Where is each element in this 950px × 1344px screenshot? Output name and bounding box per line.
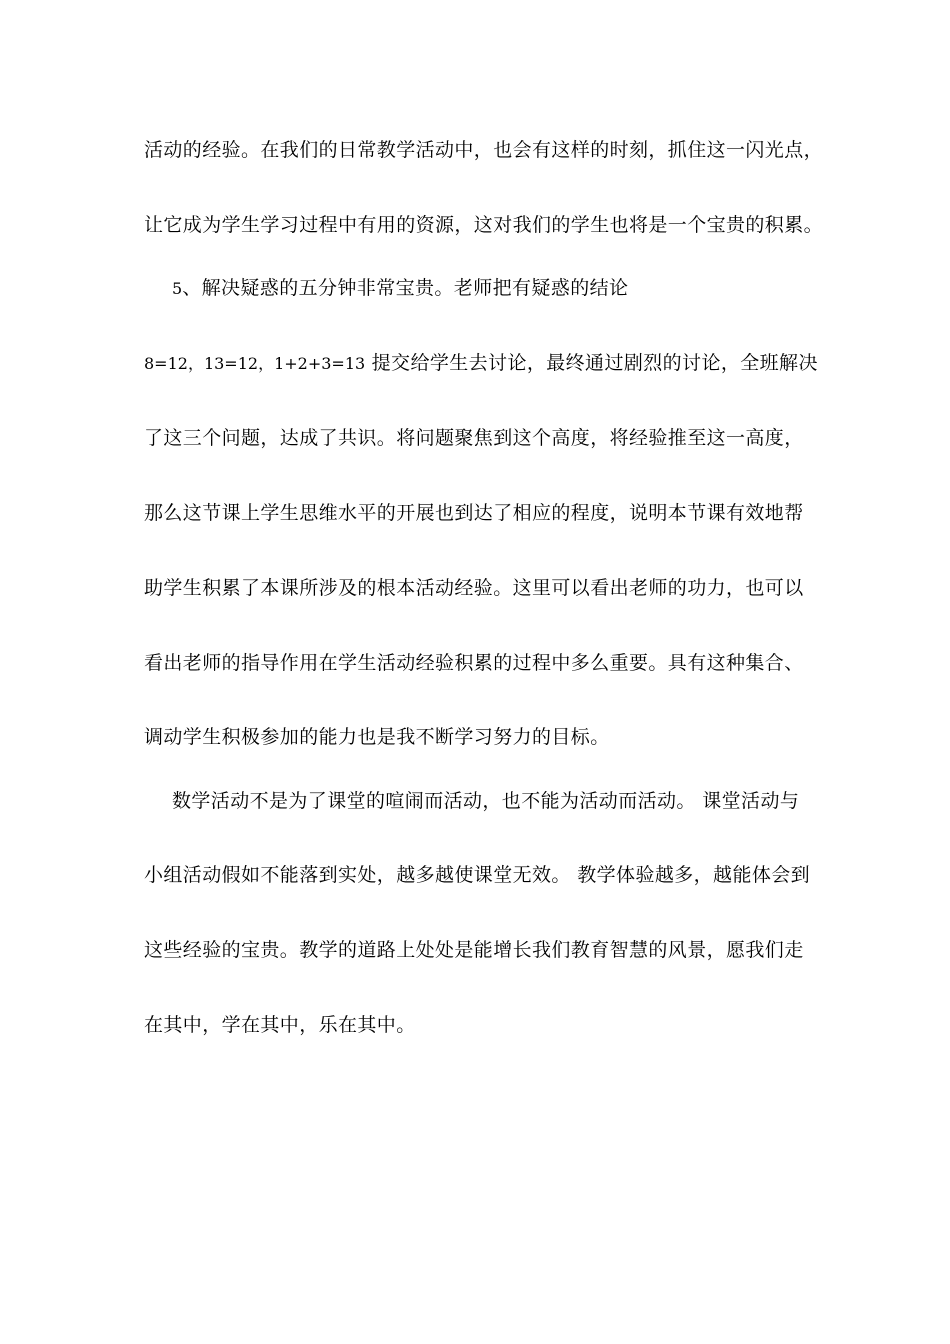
paragraph-line-4-text: 提交给学生去讨论，最终通过剧烈的讨论，全班解决 xyxy=(365,352,818,374)
paragraph-line-8: 看出老师的指导作用在学生活动经验积累的过程中多么重要。具有这种集合、 xyxy=(144,652,804,674)
paragraph-line-1: 活动的经验。在我们的日常教学活动中，也会有这样的时刻，抓住这一闪光点， xyxy=(144,139,824,161)
paragraph-line-2: 让它成为学生学习过程中有用的资源，这对我们的学生也将是一个宝贵的积累。 xyxy=(144,214,824,236)
paragraph-line-7: 助学生积累了本课所涉及的根本活动经验。这里可以看出老师的功力，也可以 xyxy=(144,577,804,599)
paragraph-line-11: 小组活动假如不能落到实处，越多越使课堂无效。 教学体验越多，越能体会到 xyxy=(144,864,811,886)
formula-text: 8=12，13=12，1+2+3=13 xyxy=(144,354,366,373)
paragraph-line-13: 在其中，学在其中，乐在其中。 xyxy=(144,1014,416,1036)
paragraph-line-4 xyxy=(144,351,818,376)
list-number: 5 xyxy=(172,279,183,298)
paragraph-line-3 xyxy=(172,276,628,301)
paragraph-line-12: 这些经验的宝贵。教学的道路上处处是能增长我们教育智慧的风景，愿我们走 xyxy=(144,939,804,961)
paragraph-line-6: 那么这节课上学生思维水平的开展也到达了相应的程度，说明本节课有效地帮 xyxy=(144,502,804,524)
paragraph-line-9: 调动学生积极参加的能力也是我不断学习努力的目标。 xyxy=(144,726,610,748)
paragraph-line-10: 数学活动不是为了课堂的喧闹而活动，也不能为活动而活动。 课堂活动与 xyxy=(172,790,800,812)
paragraph-line-5: 了这三个问题，达成了共识。将问题聚焦到这个高度，将经验推至这一高度， xyxy=(144,427,804,449)
paragraph-line-3-text: 、解决疑惑的五分钟非常宝贵。老师把有疑惑的结论 xyxy=(182,277,629,299)
